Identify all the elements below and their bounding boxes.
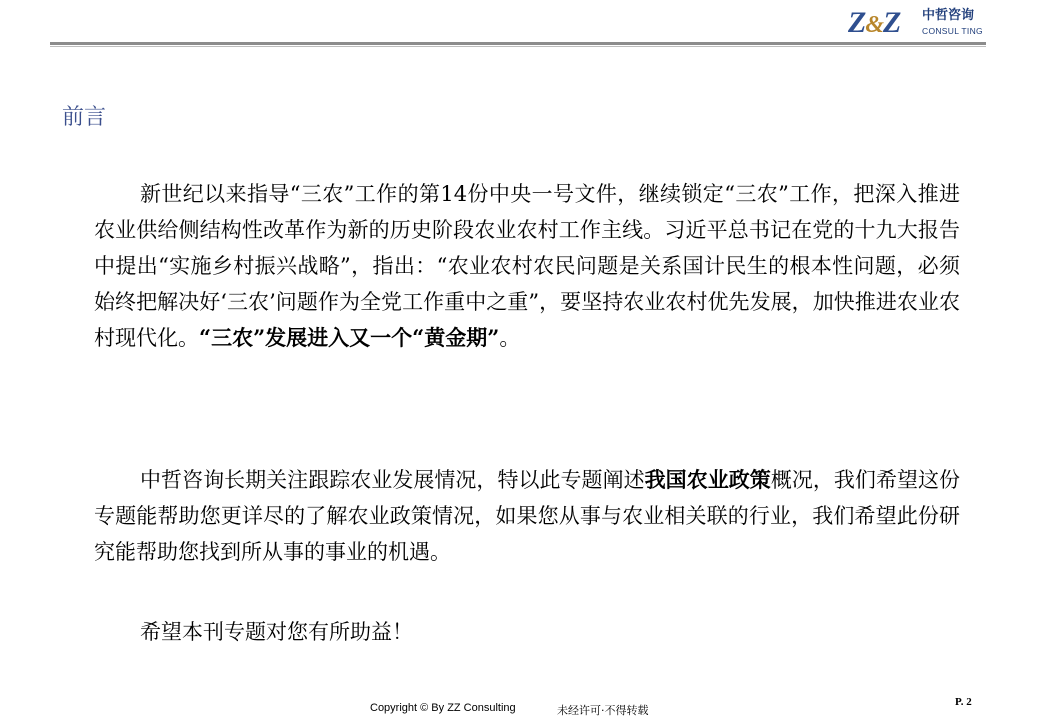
paragraph-purpose [94,462,960,570]
paragraph-intro-text: 新世纪以来指导“三农”工作的第14份中央一号文件，继续锁定“三农”工作，把深入推进农业供给侧结构性改革作为新的历史阶段农业农村工作主线。习近平总书记在党的十九大报告中提出“实施乡村振兴战略”，指出：“农业农村农民问题是关系国计民生的根本性问题，必须始终把解决好‘三农’问题作为全党工作重中之重”，要坚持农业农村优先发展，加快推进农业农村现代化。 [94,182,960,350]
paragraph-purpose-text-b: 概况，我们希望这份专题能帮助您更详尽的了解农业政策情况，如果您从事与农业相关联的行业，我们希望此份研究能帮助您找到所从事的事业的机遇。 [94,468,961,564]
logo-english-name: CONSUL TING [922,26,983,36]
paragraph-purpose-text-a: 中哲咨询长期关注跟踪农业发展情况，特以此专题阐述 [140,468,645,492]
header-divider [50,42,986,45]
paragraph-intro-end: 。 [499,326,521,350]
logo-chinese-name: 中哲咨询 [922,8,975,23]
logo-mark-left: Z [848,6,866,39]
logo-mark-amp: & [865,12,883,38]
company-logo [848,6,988,40]
page-number: P. 2 [955,696,972,708]
logo-mark-right: Z [883,6,901,39]
paragraph-intro-emphasis: “三农”发展进入又一个“黄金期” [199,325,500,350]
paragraph-intro [94,176,960,356]
footer-copyright: Copyright © By ZZ Consulting [370,702,516,714]
paragraph-closing: 希望本刊专题对您有所助益！ [140,620,413,644]
header-divider-thin [50,46,986,47]
page-title: 前言 [62,105,107,130]
logo-mark [848,8,900,40]
paragraph-purpose-emphasis: 我国农业政策 [644,467,771,492]
footer-notice: 未经许可·不得转载 [557,704,649,717]
